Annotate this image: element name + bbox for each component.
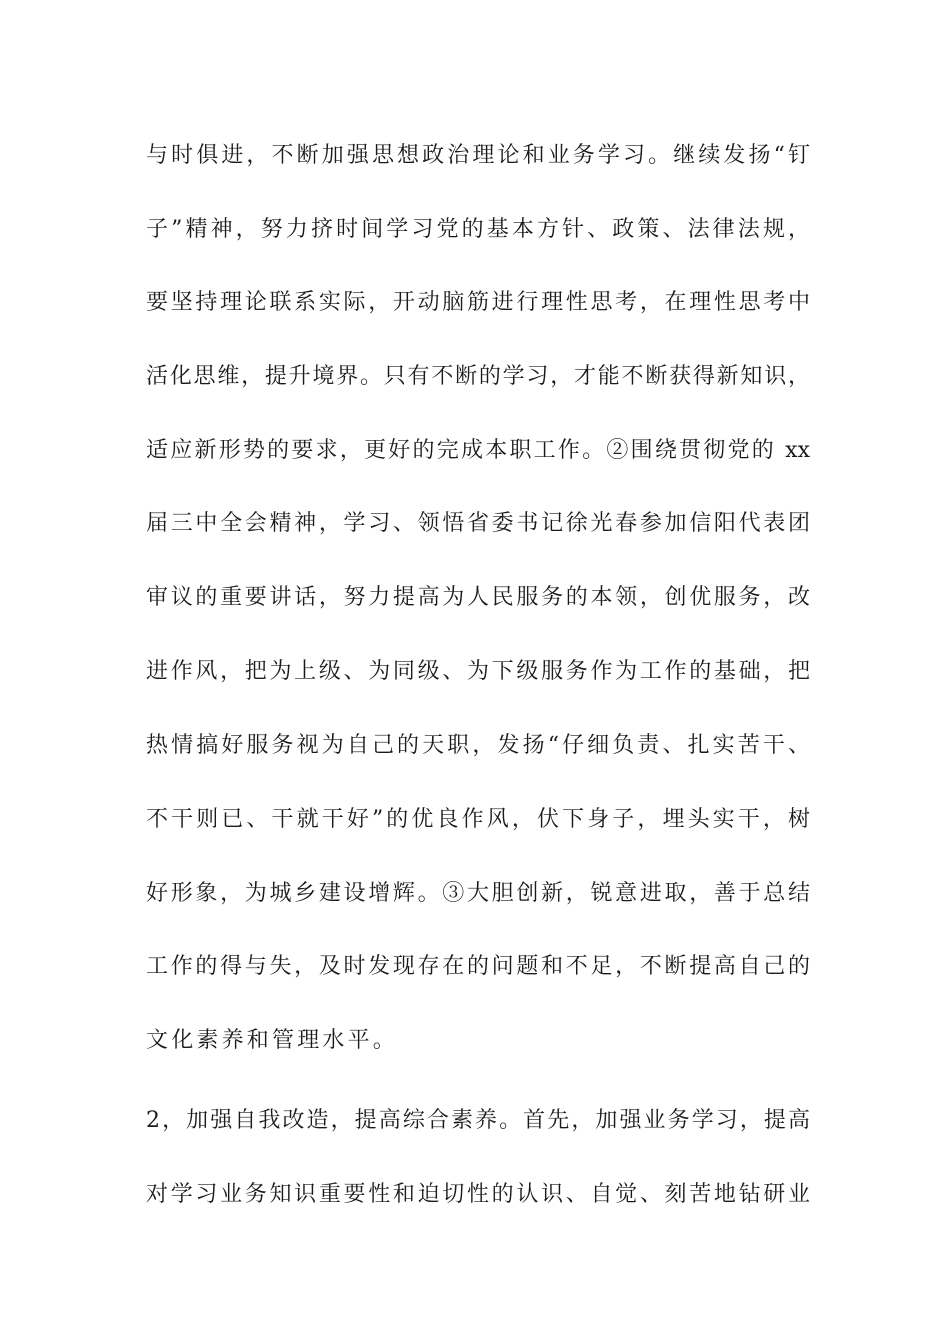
text-line: 不干则已、干就干好”的优良作风，伏下身子，埋头实干，树 <box>146 807 810 832</box>
text-line: 好形象，为城乡建设增辉。③大胆创新，锐意进取，善于总结 <box>146 881 810 906</box>
text-line: 对学习业务知识重要性和迫切性的认识、自觉、刻苦地钻研业 <box>146 1182 810 1207</box>
text-line: 届三中全会精神，学习、领悟省委书记徐光春参加信阳代表团 <box>146 511 810 536</box>
text-line: 适应新形势的要求，更好的完成本职工作。②围绕贯彻党的 xx <box>146 438 810 463</box>
text-line: 2，加强自我改造，提高综合素养。首先，加强业务学习，提高 <box>146 1108 810 1133</box>
paragraph-end-line: 文化素养和管理水平。 <box>146 1028 399 1053</box>
text-line: 与时俱进，不断加强思想政治理论和业务学习。继续发扬“钉 <box>146 143 810 168</box>
text-line: 子”精神，努力挤时间学习党的基本方针、政策、法律法规， <box>146 217 810 242</box>
text-line: 活化思维，提升境界。只有不断的学习，才能不断获得新知识， <box>146 364 810 389</box>
text-line: 要坚持理论联系实际，开动脑筋进行理性思考，在理性思考中 <box>146 290 810 315</box>
text-line: 工作的得与失，及时发现存在的问题和不足，不断提高自己的 <box>146 954 810 979</box>
text-line: 审议的重要讲话，努力提高为人民服务的本领，创优服务，改 <box>146 585 810 610</box>
text-line: 进作风，把为上级、为同级、为下级服务作为工作的基础，把 <box>146 659 810 684</box>
text-line: 热情搞好服务视为自己的天职，发扬“仔细负责、扎实苦干、 <box>146 733 810 758</box>
